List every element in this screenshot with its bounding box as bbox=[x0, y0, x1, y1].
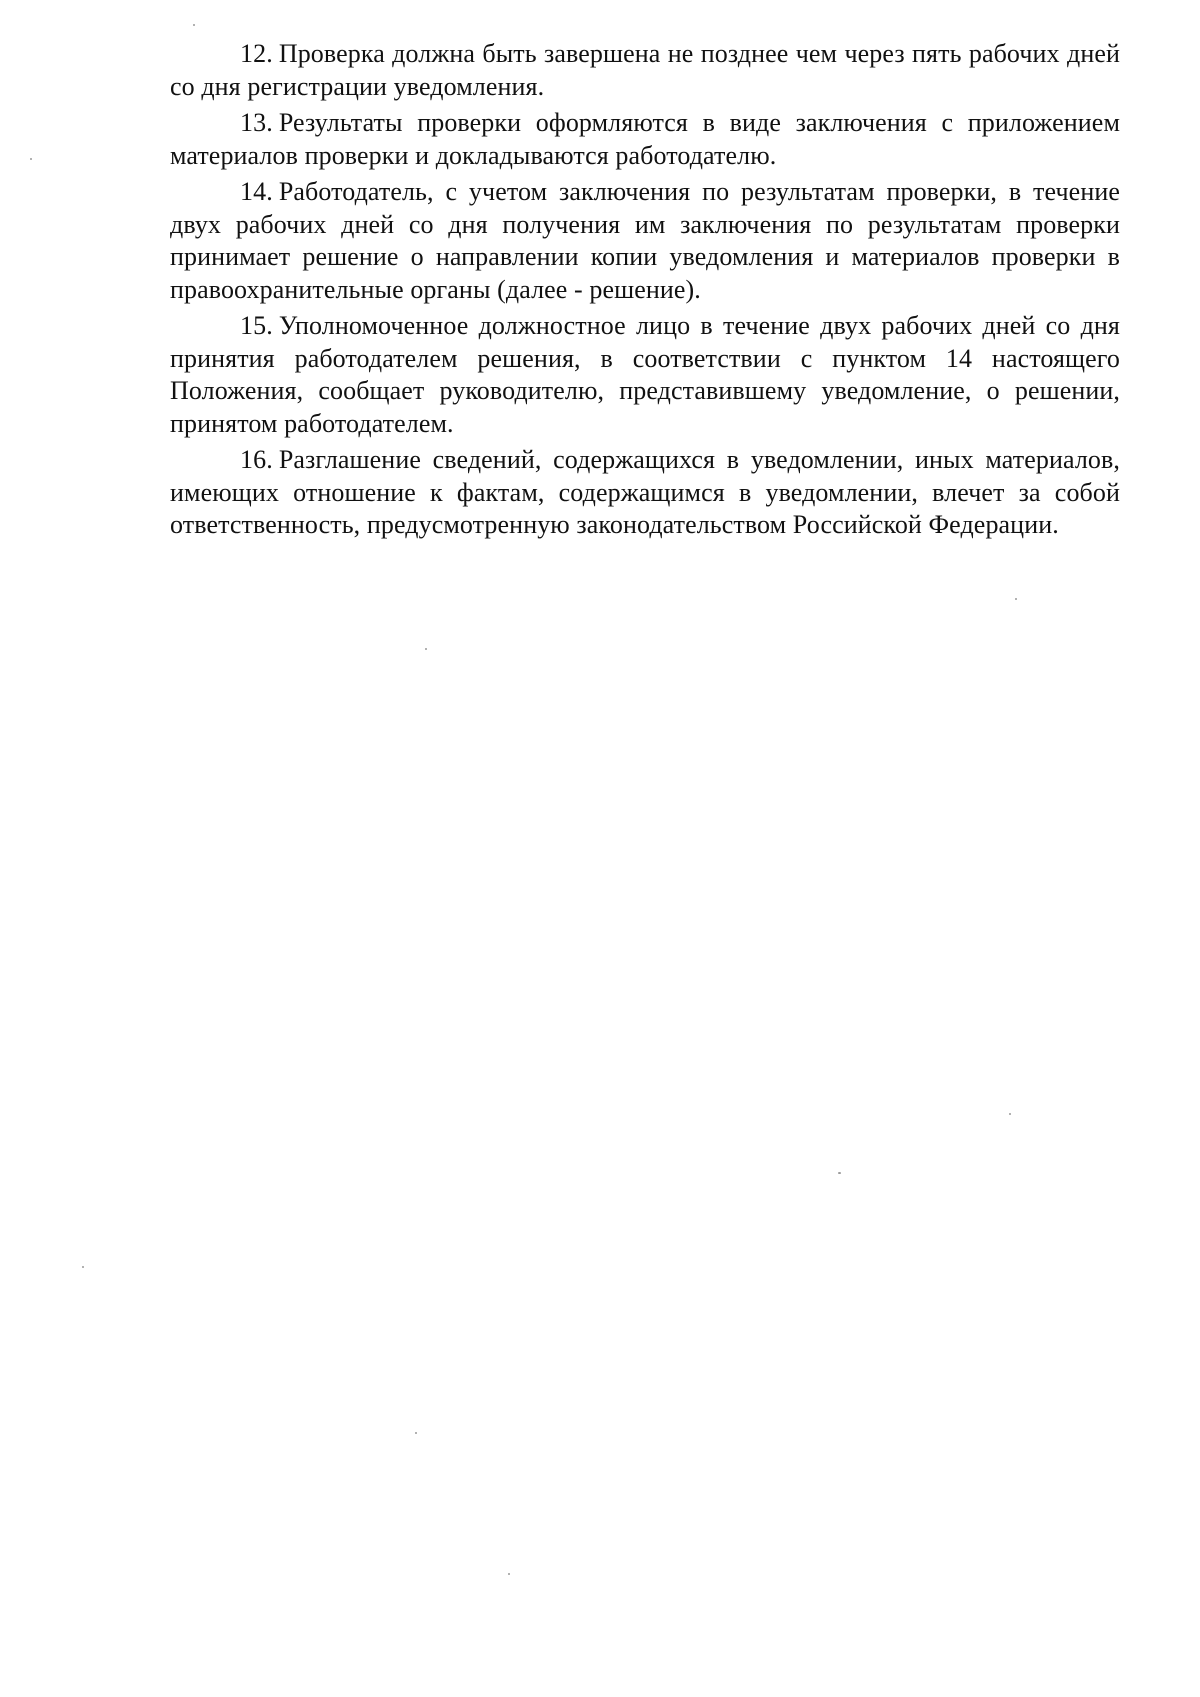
clause-number: 12. bbox=[240, 39, 273, 68]
clause-16 bbox=[170, 444, 1120, 542]
document-body bbox=[170, 38, 1120, 546]
scan-speck bbox=[415, 1432, 417, 1434]
clause-text: Уполномоченное должностное лицо в течение двух рабочих дней со дня принятия работодателем решения, в соответствии с пунктом 14 настоящего Положения, сообщает руководителю, представившему уведомление, о решении, принятом работодателем. bbox=[170, 311, 1120, 438]
scan-speck bbox=[30, 158, 32, 160]
clause-text: Работодатель, с учетом заключения по результатам проверки, в течение двух рабочих дней со дня получения им заключения по результатам проверки принимает решение о направлении копии уведомления и материалов проверки в правоохранительные органы (далее - решение). bbox=[170, 177, 1120, 304]
clause-text: Разглашение сведений, содержащихся в уведомлении, иных материалов, имеющих отношение к фактам, содержащимся в уведомлении, влечет за собой ответственность, предусмотренную законодательством Российской Федерации. bbox=[170, 445, 1120, 539]
clause-number: 15. bbox=[240, 311, 273, 340]
scan-speck bbox=[1009, 1113, 1011, 1115]
clause-13 bbox=[170, 107, 1120, 172]
clause-number: 13. bbox=[240, 108, 273, 137]
clause-number: 14. bbox=[240, 177, 273, 206]
scan-speck bbox=[82, 1266, 84, 1268]
clause-14 bbox=[170, 176, 1120, 306]
clause-text: Проверка должна быть завершена не позднее чем через пять рабочих дней со дня регистрации уведомления. bbox=[170, 39, 1120, 101]
scan-speck bbox=[193, 24, 195, 26]
scan-speck bbox=[508, 1573, 510, 1575]
clause-15 bbox=[170, 310, 1120, 440]
clause-text: Результаты проверки оформляются в виде заключения с приложением материалов проверки и докладываются работодателю. bbox=[170, 108, 1120, 170]
scan-speck bbox=[838, 1172, 841, 1174]
scan-speck bbox=[425, 648, 427, 650]
clause-12 bbox=[170, 38, 1120, 103]
clause-number: 16. bbox=[240, 445, 273, 474]
scan-speck bbox=[1015, 598, 1017, 600]
